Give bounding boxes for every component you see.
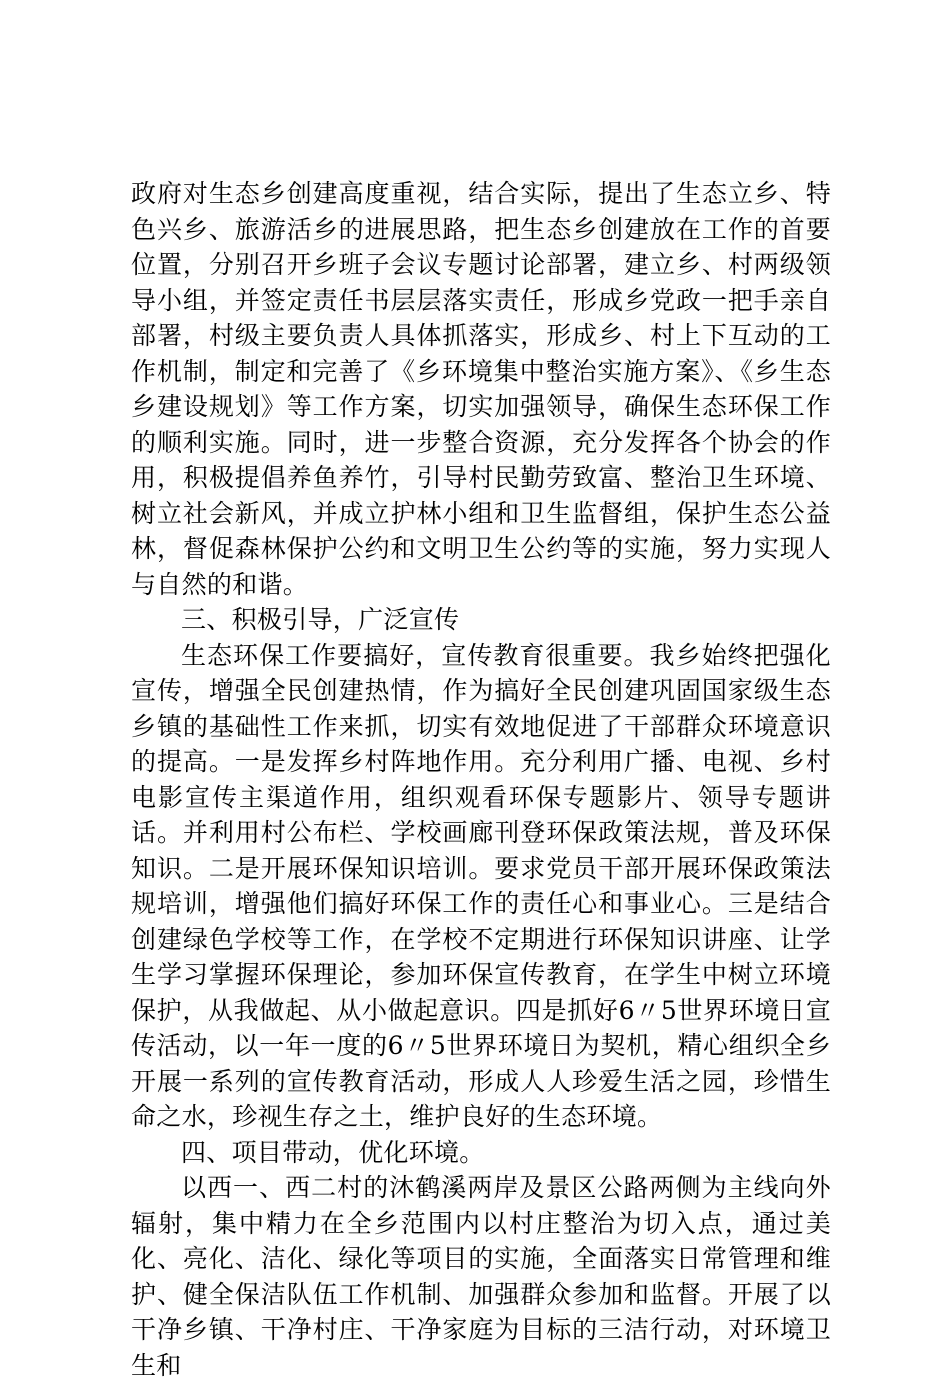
body-paragraph: 以西一、西二村的沐鹤溪两岸及景区公路两侧为主线向外辐射，集中精力在全乡范围内以村庄整治为切入点，通过美化、亮化、洁化、绿化等项目的实施，全面落实日常管理和维护、健全保洁队伍工作机制、加强群众参加和监督。开展了以干净乡镇、干净村庄、干净家庭为目标的三洁行动，对环境卫生和 bbox=[131, 1173, 831, 1380]
section-heading: 四、项目带动，优化环境。 bbox=[181, 1137, 485, 1167]
document-body bbox=[131, 176, 831, 1383]
body-paragraph: 生态环保工作要搞好，宣传教育很重要。我乡始终把强化宣传，增强全民创建热情，作为搞好全民创建巩固国家级生态乡镇的基础性工作来抓，切实有效地促进了干部群众环境意识的提高。一是发挥乡村阵地作用。充分利用广播、电视、乡村电影宣传主渠道作用，组织观看环保专题影片、领导专题讲话。并利用村公布栏、学校画廊刊登环保政策法规，普及环保知识。二是开展环保知识培训。要求党员干部开展环保政策法规培训，增强他们搞好环保工作的责任心和事业心。三是结合创建绿色学校等工作，在学校不定期进行环保知识讲座、让学生学习掌握环保理论，参加环保宣传教育，在学生中树立环境保护，从我做起、从小做起意识。四是抓好6〃5世界环境日宣传活动，以一年一度的6〃5世界环境日为契机，精心组织全乡开展一系列的宣传教育活动，形成人人珍爱生活之园，珍惜生命之水，珍视生存之土，维护良好的生态环境。 bbox=[131, 640, 831, 1131]
section-heading: 三、积极引导，广泛宣传 bbox=[181, 605, 460, 634]
body-paragraph: 政府对生态乡创建高度重视，结合实际，提出了生态立乡、特色兴乡、旅游活乡的进展思路，把生态乡创建放在工作的首要位置，分别召开乡班子会议专题讨论部署，建立乡、村两级领导小组，并签定责任书层层落实责任，形成乡党政一把手亲自部署，村级主要负责人具体抓落实，形成乡、村上下互动的工作机制，制定和完善了《乡环境集中整治实施方案》、《乡生态乡建设规划》等工作方案，切实加强领导，确保生态环保工作的顺利实施。同时，进一步整合资源，充分发挥各个协会的作用，积极提倡养鱼养竹，引导村民勤劳致富、整治卫生环境、树立社会新风，并成立护林小组和卫生监督组，保护生态公益林，督促森林保护公约和文明卫生公约等的实施，努力实现人与自然的和谐。 bbox=[131, 179, 831, 599]
